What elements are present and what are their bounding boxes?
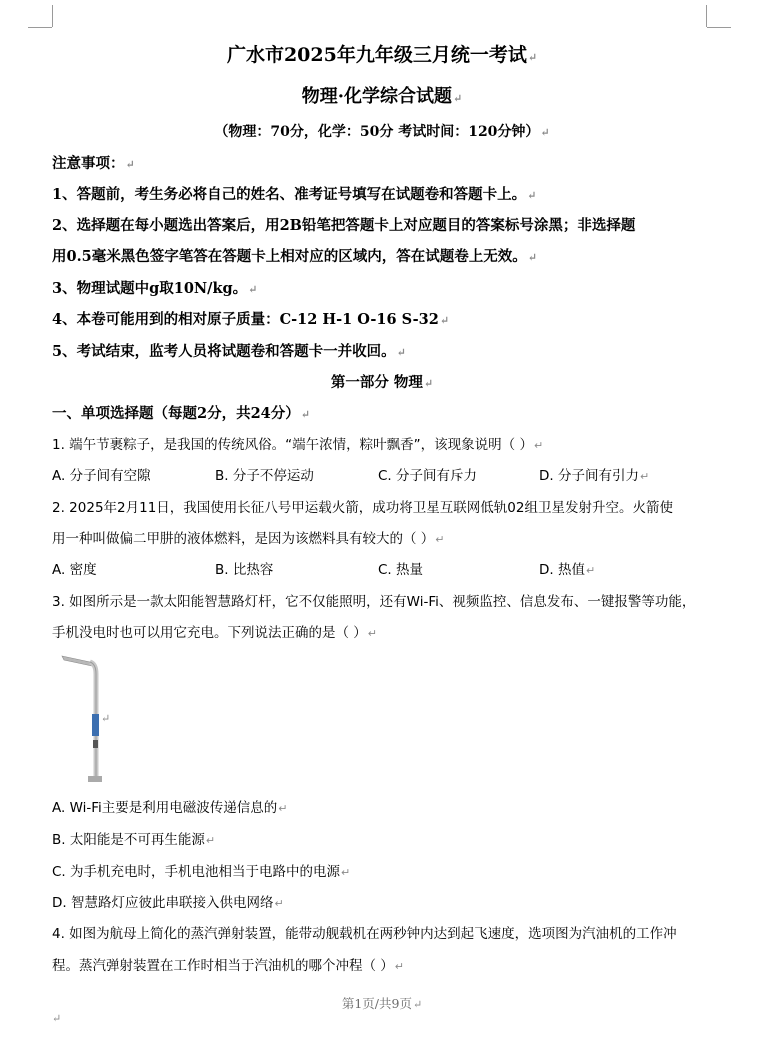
question-4-stem-cont: 程。蒸汽弹射装置在工作时相当于汽油机的哪个冲程（ ）↵ xyxy=(52,958,405,974)
question-3-stem: 3. 如图所示是一款太阳能智慧路灯杆，它不仅能照明，还有Wi-Fi、视频监控、信息发布、一键报警等功能， xyxy=(52,594,696,610)
question-1-option-a: A. 分子间有空隙 xyxy=(52,468,151,484)
question-2-option-a: A. 密度 xyxy=(52,562,97,578)
question-3-stem-cont: 手机没电时也可以用它充电。下列说法正确的是（ ）↵ xyxy=(52,625,378,641)
notice-item-4: 4、本卷可能用到的相对原子质量：C-12 H-1 O-16 S-32↵ xyxy=(52,311,450,328)
question-2-option-c: C. 热量 xyxy=(378,562,424,578)
notice-heading: 注意事项：↵ xyxy=(52,155,135,172)
crop-mark-top-right-v xyxy=(706,5,707,27)
notice-item-5: 5、考试结束，监考人员将试题卷和答题卡一并收回。↵ xyxy=(52,343,406,360)
end-paragraph-mark: ↵ xyxy=(52,1012,62,1025)
smart-street-lamp-figure xyxy=(52,648,102,784)
notice-item-3: 3、物理试题中g取10N/kg。↵ xyxy=(52,280,258,297)
question-1-stem: 1. 端午节裹粽子，是我国的传统风俗。“端午浓情，粽叶飘香”，该现象说明（ ）↵ xyxy=(52,437,544,453)
question-2-option-b: B. 比热容 xyxy=(215,562,274,578)
question-1-option-b: B. 分子不停运动 xyxy=(215,468,314,484)
question-3-option-b: B. 太阳能是不可再生能源↵ xyxy=(52,832,216,848)
notice-item-2-cont: 用0.5毫米黑色签字笔答在答题卡上相对应的区域内，答在试题卷上无效。↵ xyxy=(52,248,537,265)
exam-scores: （物理：70分，化学：50分 考试时间：120分钟）↵ xyxy=(214,124,550,140)
question-2-stem: 2. 2025年2月11日，我国使用长征八号甲运载火箭，成功将卫星互联网低轨02组卫星发射升空。火箭使 xyxy=(52,500,673,516)
section-heading: 一、单项选择题（每题2分，共24分）↵ xyxy=(52,405,310,422)
notice-item-2: 2、选择题在每小题选出答案后，用2B铅笔把答题卡上对应题目的答案标号涂黑；非选择题 xyxy=(52,217,636,234)
crop-mark-top-right-h xyxy=(707,27,731,28)
crop-mark-top-left-h xyxy=(28,27,52,28)
question-1-option-c: C. 分子间有斥力 xyxy=(378,468,478,484)
question-3-option-d: D. 智慧路灯应彼此串联接入供电网络↵ xyxy=(52,895,284,911)
exam-subtitle: 物理·化学综合试题↵ xyxy=(301,86,463,107)
notice-item-1: 1、答题前，考生务必将自己的姓名、准考证号填写在试题卷和答题卡上。↵ xyxy=(52,186,537,203)
question-1-option-d: D. 分子间有引力↵ xyxy=(539,468,650,484)
crop-mark-top-left-v xyxy=(52,5,53,27)
question-2-option-d: D. 热值↵ xyxy=(539,562,596,578)
question-2-stem-cont: 用一种叫做偏二甲肼的液体燃料，是因为该燃料具有较大的（ ）↵ xyxy=(52,531,445,547)
question-4-stem: 4. 如图为航母上简化的蒸汽弹射装置，能带动舰载机在两秒钟内达到起飞速度，选项图为汽油机的工作冲 xyxy=(52,926,677,942)
figure-paragraph-mark: ↵ xyxy=(101,712,111,725)
exam-title: 广水市2025年九年级三月统一考试↵ xyxy=(226,44,538,66)
question-3-option-c: C. 为手机充电时，手机电池相当于电路中的电源↵ xyxy=(52,864,351,880)
question-3-option-a: A. Wi-Fi主要是利用电磁波传递信息的↵ xyxy=(52,800,288,816)
part-heading: 第一部分 物理↵ xyxy=(330,374,434,391)
page-footer: 第1页/共9页↵ xyxy=(341,996,423,1011)
